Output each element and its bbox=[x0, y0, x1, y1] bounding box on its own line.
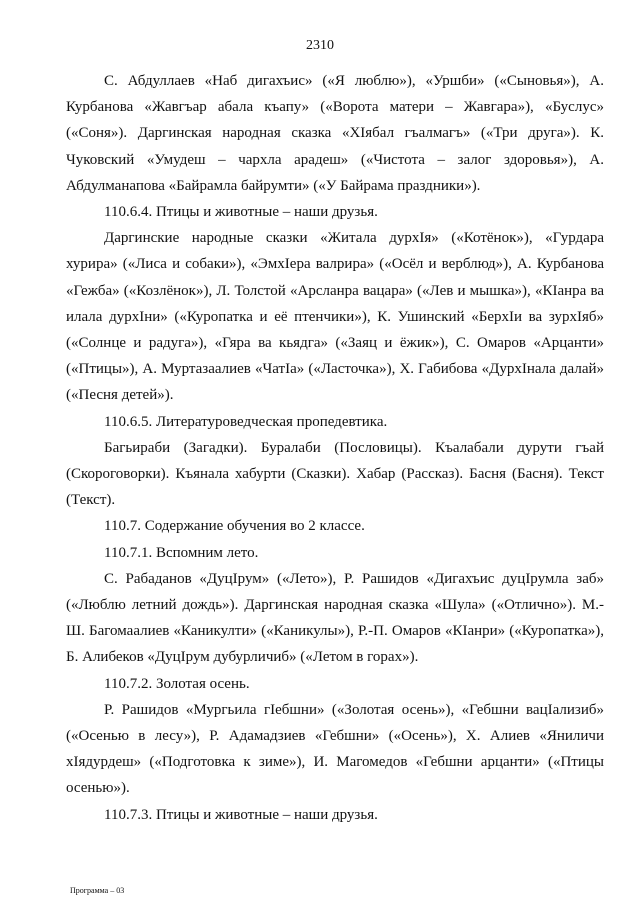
footer-label: Программа – 03 bbox=[70, 886, 125, 895]
paragraph-literary-genres: Багьираби (Загадки). Буралаби (Пословицы). Къалабали дурути гъай (Скороговорки). Къянала хабурти (Сказки). Хабар (Рассказ). Басня (Басня). Текст (Текст). bbox=[66, 439, 604, 509]
section-heading-110-6-5: 110.6.5. Литературоведческая пропедевтика. bbox=[104, 413, 388, 430]
section-heading-110-7-3: 110.7.3. Птицы и животные – наши друзья. bbox=[104, 806, 378, 823]
paragraph-folk-tales: Даргинские народные сказки «Житала дурхIя» («Котёнок»), «Гурдара хурира» («Лиса и собаки»), «ЭмхIера валрира» («Осёл и верблюд»), А. Курбанова «Гежба» («Козлёнок»), Л. Толстой «Арсланра вацара» («Лев и мышка»), «КIанра ва илала дурхIни» («Куропатка и её птенчики»), К. Ушинский «БерхIи ва зурхIяб» («Солнце и радуга»), «Гяра ва кьядга» («Заяц и ёжик»), С. Омаров «Арцанти» («Птицы»), А. Муртазаалиев «ЧатIа» («Ласточка»), Х. Габибова «ДурхIнала далай» («Песня детей»). bbox=[66, 230, 604, 404]
paragraph-authors-list: С. Абдуллаев «Наб дигахъис» («Я люблю»), «Уршби» («Сыновья»), А. Курбанова «Жавгъар абала къапу» («Ворота матери – Жавгара»), «Буслус» («Соня»). Даргинская народная сказка «ХIябал гъалмагъ» («Три друга»). К. Чуковский «Умудеш – чархла арадеш» («Чистота – залог здоровья»), А. Абдулманапова «Байрамла байрумти» («У Байрама праздники»). bbox=[66, 73, 604, 194]
section-heading-110-7-1: 110.7.1. Вспомним лето. bbox=[104, 544, 259, 561]
section-heading-110-6-4: 110.6.4. Птицы и животные – наши друзья. bbox=[104, 204, 378, 221]
section-heading-110-7-2: 110.7.2. Золотая осень. bbox=[104, 675, 250, 692]
section-heading-110-7: 110.7. Содержание обучения во 2 классе. bbox=[104, 518, 365, 535]
paragraph-summer: С. Рабаданов «ДуцIрум» («Лето»), Р. Рашидов «Дигахъис дуцIрумла заб» («Люблю летний дождь»). Даргинская народная сказка «Шула» («Отлично»). М.-Ш. Багомаалиев «Каникулти» («Каникулы»), Р.-П. Омаров «КIанри» («Куропатка»), Б. Алибеков «ДуцIрум дубурличиб» («Летом в горах»). bbox=[66, 570, 604, 666]
document-body bbox=[66, 68, 604, 828]
page-number: 2310 bbox=[306, 38, 334, 53]
paragraph-autumn: Р. Рашидов «Мургьила гIебшни» («Золотая осень»), «Гебшни вацIализиб» («Осенью в лесу»), Р. Адамадзиев «Гебшни» («Осень»), Х. Алиев «Яниличи хIядурдеш» («Подготовка к зиме»), И. Магомедов «Гебшни арцанти» («Птицы осенью»). bbox=[66, 701, 604, 797]
